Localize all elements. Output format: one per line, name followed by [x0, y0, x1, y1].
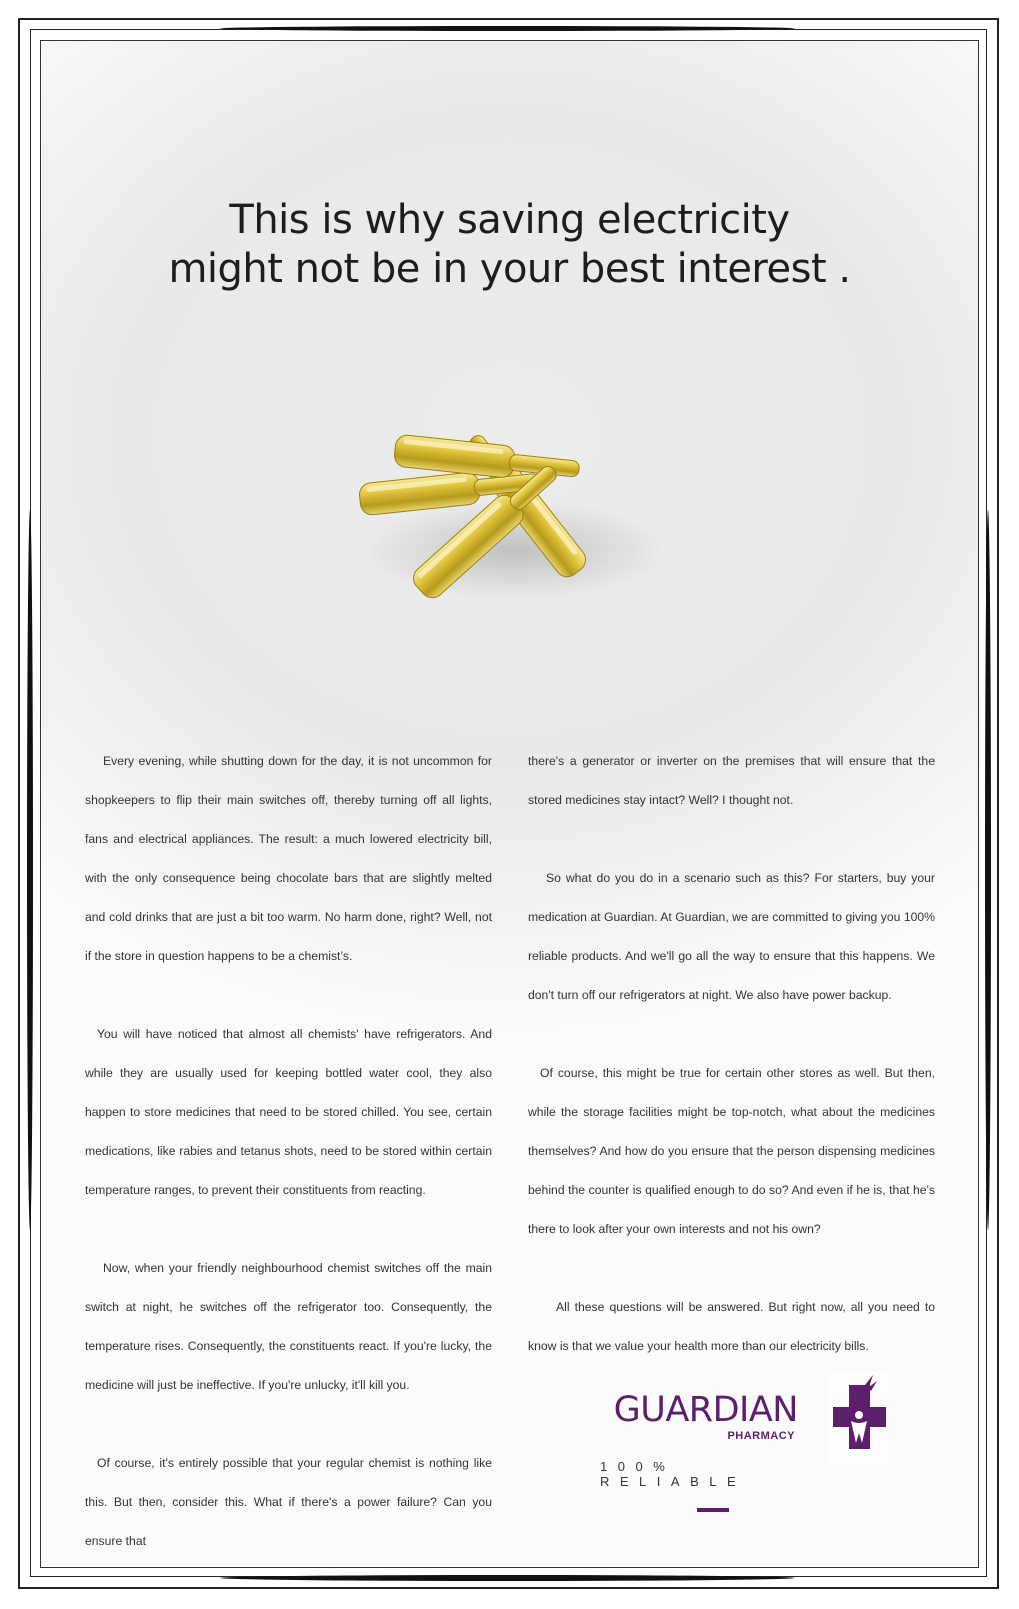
ampoules-image: [340, 400, 680, 630]
headline: [0, 196, 1019, 294]
brand-wordmark: GUARDIAN: [613, 1390, 798, 1430]
brand-tagline: 100% RELIABLE: [600, 1459, 747, 1489]
brand-subtitle: PHARMACY: [727, 1430, 795, 1442]
paragraph: All these questions will be answered. But right now, all you need to know is that we value your health more than our electricity bills.: [528, 1300, 935, 1353]
border-accent-left: [27, 510, 33, 1230]
cross-logo-icon: [829, 1371, 890, 1463]
paragraph: there's a generator or inverter on the premises that will ensure that the stored medicines stay intact? Well? I thought not.: [528, 754, 935, 807]
border-accent-top: [220, 26, 795, 31]
paragraph: So what do you do in a scenario such as this? For starters, buy your medication at Guardian. At Guardian, we are committed to giving you 100% reliable products. And we'll go all the way to ensure that this happens. We don't turn off our refrigerators at night. We also have power backup.: [528, 871, 935, 1002]
divider-dash: [697, 1508, 729, 1512]
body-column-left: [85, 742, 492, 1600]
paragraph: Now, when your friendly neighbourhood chemist switches off the main switch at night, he switches off the refrigerator too. Consequently, the temperature rises. Consequently, the constituents react. If you're lucky, the medicine will just be ineffective. If you're unlucky, it'll kill you.: [85, 1261, 492, 1392]
paragraph: Of course, it's entirely possible that your regular chemist is nothing like this. But then, consider this. What if there's a power failure? Can you ensure that: [85, 1456, 492, 1548]
paragraph: Every evening, while shutting down for the day, it is not uncommon for shopkeepers to flip their main switches off, thereby turning off all lights, fans and electrical appliances. The result: a much lowered electricity bill, with the only consequence being chocolate bars that are slightly melted and cold drinks that are just a bit too warm. No harm done, right? Well, not if the store in question happens to be a chemist’s.: [85, 754, 492, 963]
paragraph: Of course, this might be true for certain other stores as well. But then, while the storage facilities might be top-notch, what about the medicines themselves? And how do you ensure that the person dispensing medicines behind the counter is qualified enough to do so? And even if he is, that he's there to look after your own interests and not his own?: [528, 1066, 935, 1236]
headline-line-2: might not be in your best interest .: [168, 246, 851, 292]
border-accent-right: [985, 510, 991, 1230]
headline-line-1: This is why saving electricity: [229, 197, 790, 243]
body-column-right: [528, 742, 935, 1405]
paragraph: You will have noticed that almost all chemists' have refrigerators. And while they are usually used for keeping bottled water cool, they also happen to store medicines that need to be stored chilled. You see, certain medications, like rabies and tetanus shots, need to be stored within certain temperature ranges, to prevent their constituents from reacting.: [85, 1027, 492, 1197]
